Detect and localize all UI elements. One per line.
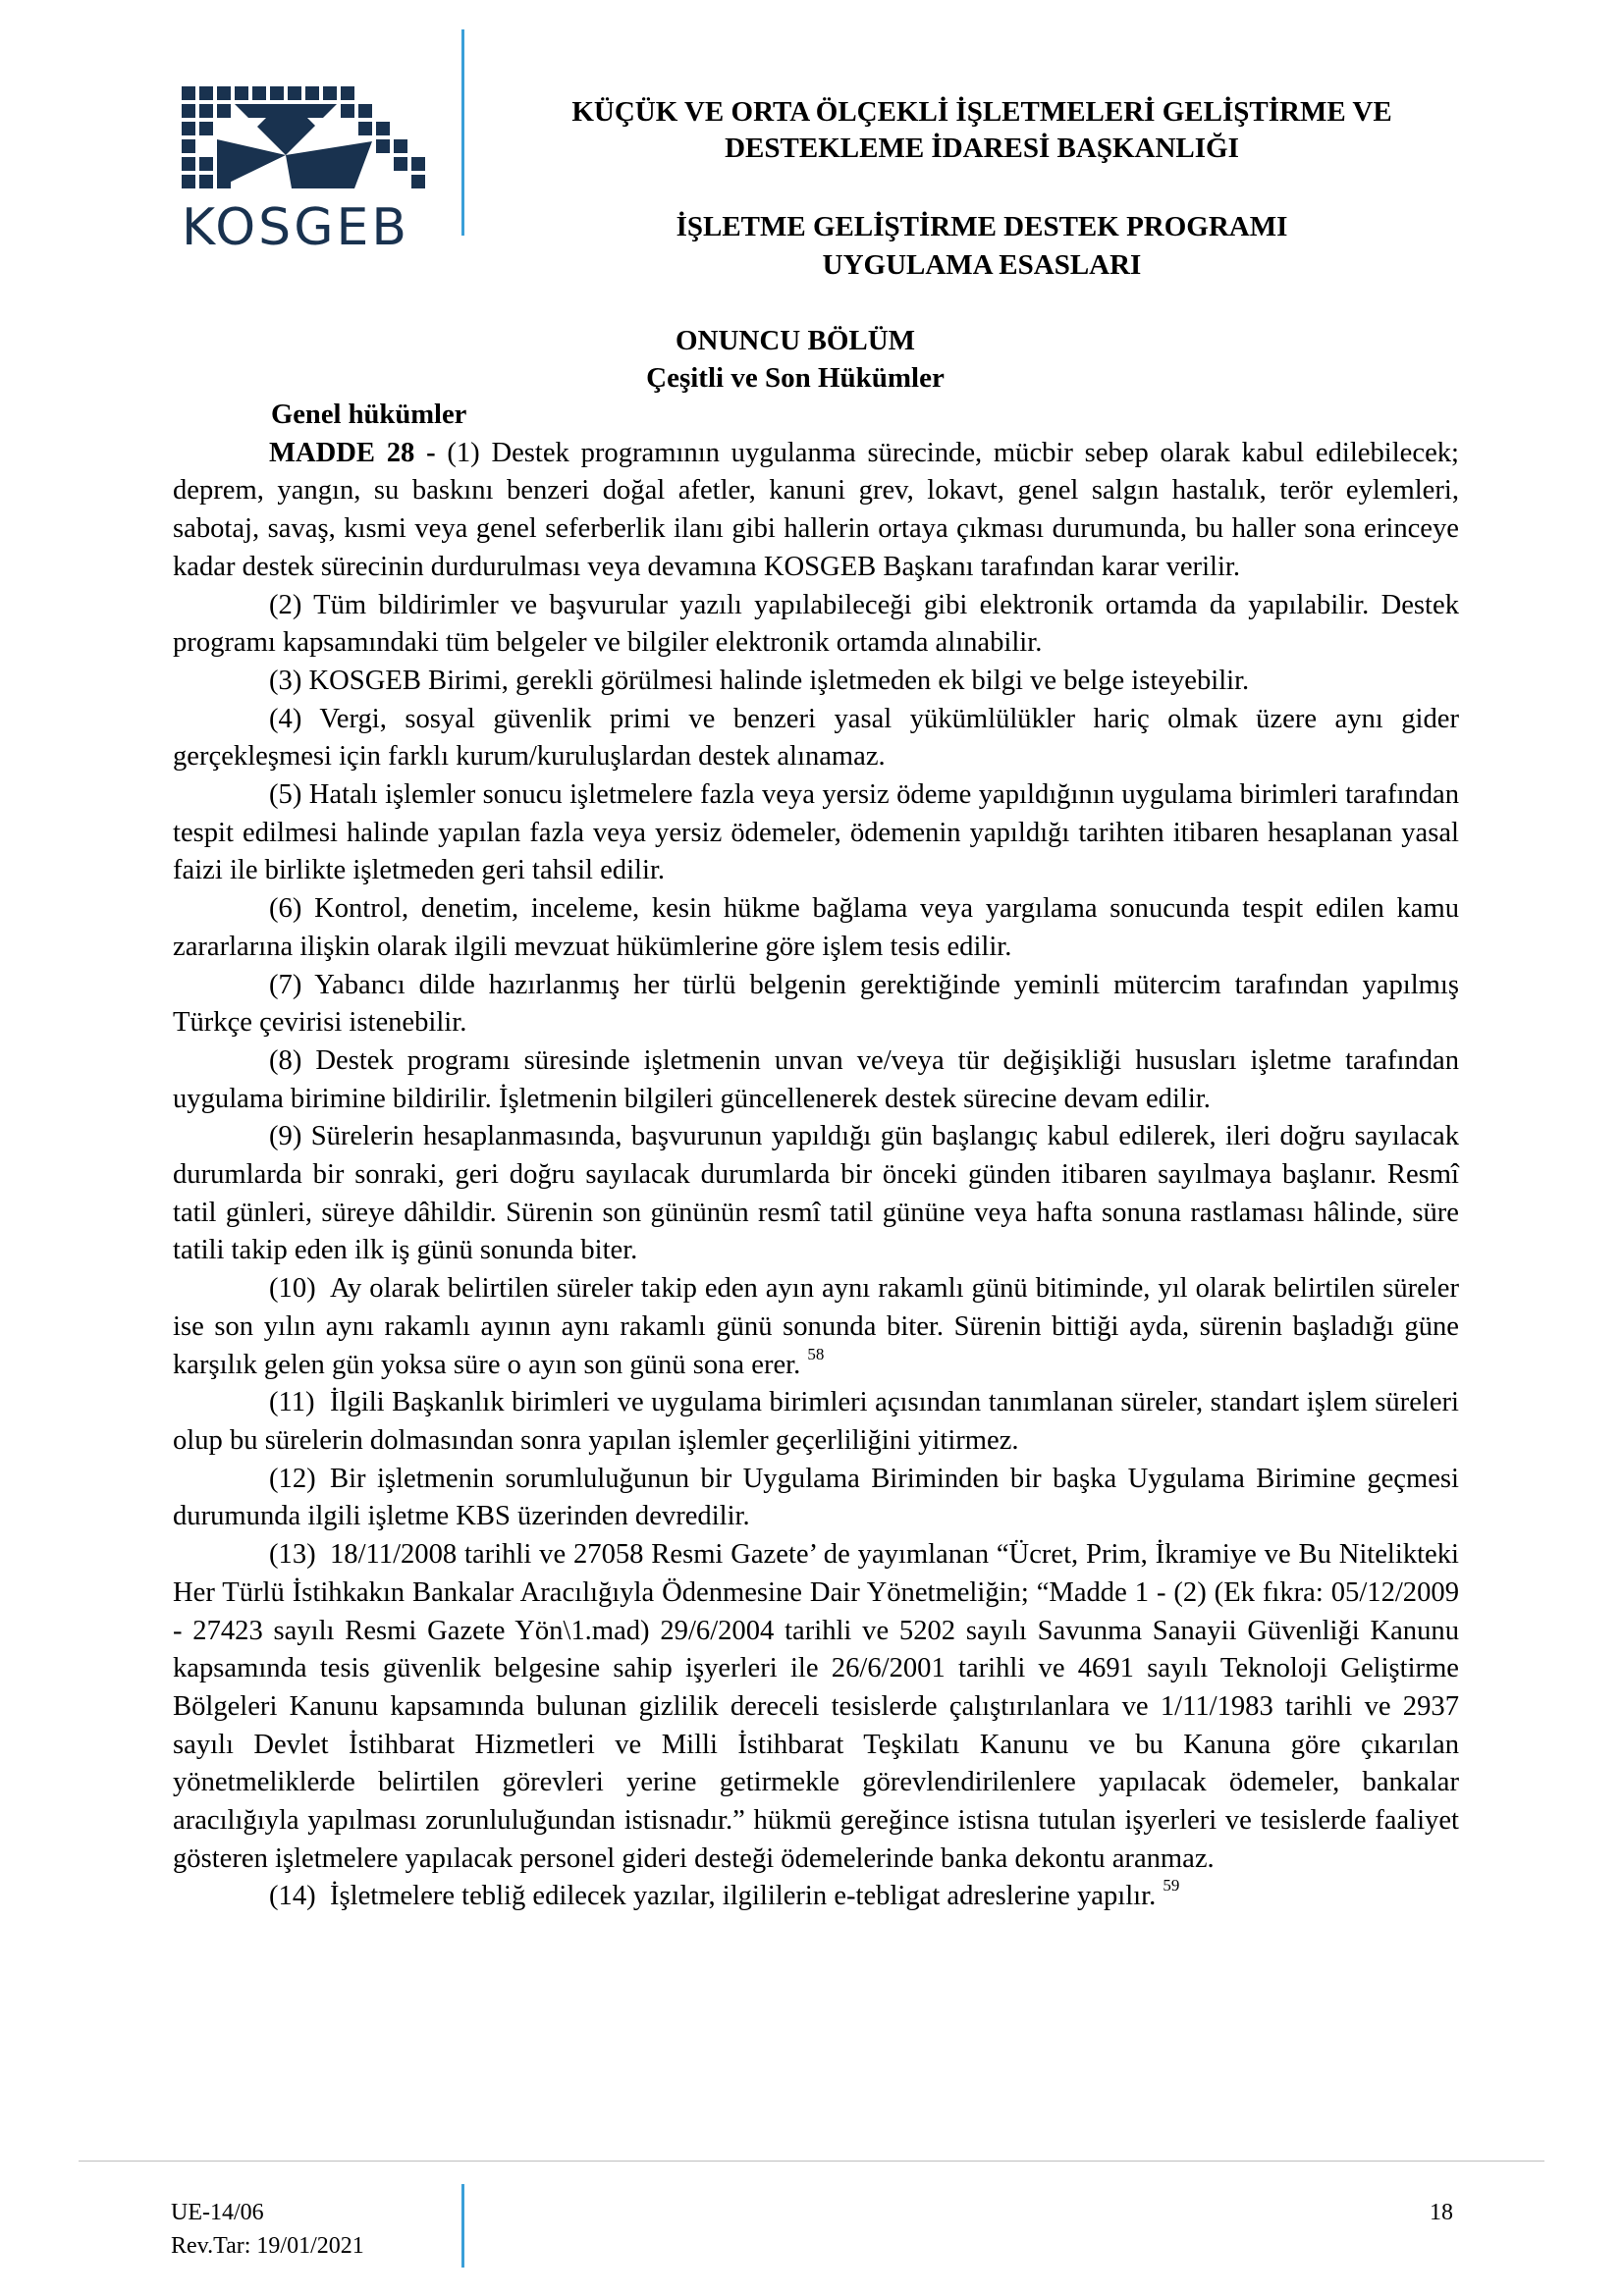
paragraph-text: Bir işletmenin sorumluluğunun bir Uygulama Biriminden bir başka Uygulama Birimine geçmesi durumunda ilgili işletme KBS üzerinden devredilir. bbox=[173, 1463, 1459, 1532]
document-body bbox=[173, 397, 1459, 1916]
kosgeb-logo-mark bbox=[182, 86, 437, 199]
paragraph-number: (11) bbox=[269, 1387, 315, 1418]
paragraph-text: Kontrol, denetim, inceleme, kesin hükme bağlama veya yargılama sonucunda tespit edilen kamu zararlarına ilişkin olarak ilgili mevzuat hükümlerine göre işlem tesis edilir. bbox=[173, 893, 1459, 962]
paragraph-text: Yabancı dilde hazırlanmış her türlü belgenin gerektiğinde yeminli mütercim tarafından yapılmış Türkçe çevirisi istenebilir. bbox=[173, 969, 1459, 1039]
program-title-line-2: UYGULAMA ESASLARI bbox=[822, 249, 1142, 281]
paragraph-13 bbox=[173, 1536, 1459, 1878]
organization-title bbox=[471, 94, 1492, 167]
paragraph-text: Tüm bildirimler ve başvurular yazılı yapılabileceği gibi elektronik ortamda da yapılabilir. Destek programı kapsamındaki tüm belgeler ve bilgiler elektronik ortamda alınabilir. bbox=[173, 589, 1459, 659]
chapter-title: Çeşitli ve Son Hükümler bbox=[646, 362, 945, 394]
logo-wordmark: KOSGEB bbox=[182, 198, 410, 257]
document-code: UE-14/06 bbox=[171, 2200, 264, 2225]
section-heading: Genel hükümler bbox=[271, 400, 467, 430]
paragraph-number: (2) bbox=[269, 589, 302, 620]
paragraph-3 bbox=[173, 663, 1459, 701]
paragraph-text: İlgili Başkanlık birimleri ve uygulama birimleri açısından tanımlanan süreler, standart işlem süreleri olup bu sürelerin dolmasından sonra yapılan işlemler geçerliliğini yitirmez. bbox=[173, 1387, 1459, 1456]
paragraph-number: (7) bbox=[269, 969, 302, 1000]
header-divider bbox=[461, 29, 464, 236]
paragraph-text: Hatalı işlemler sonucu işletmelere fazla veya yersiz ödeme yapıldığının uygulama birimleri tarafından tespit edilmesi halinde yapılan fazla veya yersiz ödemeler, ödemenin yapıldığı tarihten itibaren hesaplanan yasal faizi ile birlikte işletmeden geri tahsil edilir. bbox=[173, 779, 1459, 886]
paragraph-text: 18/11/2008 tarihli ve 27058 Resmi Gazete’ de yayımlanan “Ücret, Prim, İkramiye ve Bu Nitelikteki Her Türlü İstihkakın Bankalar Aracılığıyla Ödenmesine Dair Yönetmeliğin; “Madde 1 - (2) (Ek fıkra: 05/12/2009 - 27423 sayılı Resmi Gazete Yön\1.mad) 29/6/2004 tarihli ve 5202 sayılı Savunma Sanayii Güvenliği Kanunu kapsamında tesis güvenlik belgesine sahip işyerleri ile 26/6/2001 tarihli ve 4691 sayılı Teknoloji Geliştirme Bölgeleri Kanunu kapsamında bulunan gizlilik dereceli tesislerde çalıştırılanlara ve 1/11/1983 tarihli ve 2937 sayılı Devlet İstihbarat Hizmetleri ve Milli İstihbarat Teşkilatı Kanunu ve bu Kanuna göre çıkarılan yönetmeliklerde belirtilen görevleri yerine getirmekle görevlendirilenlere yapılacak ödemeler, bankalar aracılığıyla yapılması zorunluluğundan istisnadır.” hükmü gereğince istisna tutulan işyerleri ve tesislerde faaliyet gösteren işletmelere yapılacak personel gideri desteği ödemelerinde banka dekontu aranmaz. bbox=[173, 1539, 1459, 1874]
paragraph-2 bbox=[173, 587, 1459, 663]
footer-rule bbox=[79, 2161, 1544, 2162]
paragraph-12 bbox=[173, 1461, 1459, 1536]
paragraph-text: Ay olarak belirtilen süreler takip eden ayın aynı rakamlı günü bitiminde, yıl olarak belirtilen süreler ise son yılın aynı rakamlı ayının aynı rakamlı günü sonunda biter. Sürenin bittiği ayda, sürenin başladığı güne karşılık gelen gün yoksa süre o ayın son günü sona erer. bbox=[173, 1273, 1459, 1380]
paragraph-number: (9) bbox=[269, 1121, 302, 1152]
paragraph-number: (3) bbox=[269, 665, 302, 696]
article-label: MADDE 28 - bbox=[269, 437, 436, 468]
paragraph-1 bbox=[173, 435, 1459, 587]
chapter-number: ONUNCU BÖLÜM bbox=[675, 325, 916, 356]
paragraph-text: Sürelerin hesaplanmasında, başvurunun yapıldığı gün başlangıç kabul edilerek, ileri doğru sayılacak durumlarda bir sonraki, geri doğru sayılacak durumlarda bir önceki günden itibaren sayılmaya başlanır. Resmî tatil günleri, süreye dâhildir. Sürenin son gününün resmî tatil gününe veya hafta sonuna rastlaması hâlinde, süre tatili takip eden ilk iş günü sonunda biter. bbox=[173, 1121, 1459, 1266]
paragraph-number: (13) bbox=[269, 1539, 316, 1571]
paragraph-number: (5) bbox=[269, 779, 302, 811]
paragraph-4 bbox=[173, 701, 1459, 776]
paragraph-number: (12) bbox=[269, 1463, 316, 1494]
kosgeb-logo bbox=[182, 86, 437, 257]
paragraph-number: (6) bbox=[269, 893, 302, 925]
paragraph-text: Destek programı süresinde işletmenin unvan ve/veya tür değişikliği hususları işletme tarafından uygulama birimine bildirilir. İşletmenin bilgileri güncellenerek destek sürecine devam edilir. bbox=[173, 1044, 1459, 1114]
organization-title-line-1: KÜÇÜK VE ORTA ÖLÇEKLİ İŞLETMELERİ GELİŞTİRME VE bbox=[571, 96, 1392, 128]
paragraph-10 bbox=[173, 1270, 1459, 1384]
organization-title-line-2: DESTEKLEME İDARESİ BAŞKANLIĞI bbox=[725, 133, 1239, 164]
paragraph-number: (10) bbox=[269, 1273, 316, 1305]
paragraph-text: İşletmelere tebliğ edilecek yazılar, ilgililerin e-tebligat adreslerine yapılır. bbox=[330, 1881, 1157, 1912]
chapter-heading bbox=[373, 322, 1217, 397]
footnote-marker: 59 bbox=[1163, 1876, 1180, 1896]
footnote-marker: 58 bbox=[807, 1344, 825, 1363]
paragraph-text: KOSGEB Birimi, gerekli görülmesi halinde işletmeden ek bilgi ve belge isteyebilir. bbox=[308, 665, 1250, 696]
paragraph-8 bbox=[173, 1042, 1459, 1118]
paragraph-number: (14) bbox=[269, 1881, 316, 1912]
paragraph-9 bbox=[173, 1118, 1459, 1270]
paragraph-text: Vergi, sosyal güvenlik primi ve benzeri yasal yükümlülükler hariç olmak üzere aynı gider gerçekleşmesi için farklı kurum/kuruluşlardan destek alınamaz. bbox=[173, 703, 1459, 773]
program-title bbox=[471, 208, 1492, 285]
paragraph-11 bbox=[173, 1384, 1459, 1460]
page-number: 18 bbox=[1430, 2200, 1453, 2225]
paragraph-5 bbox=[173, 776, 1459, 890]
paragraph-14 bbox=[173, 1878, 1459, 1916]
paragraph-number: (4) bbox=[269, 703, 302, 734]
paragraph-7 bbox=[173, 967, 1459, 1042]
footer-document-info bbox=[171, 2196, 364, 2263]
paragraph-number: (8) bbox=[269, 1044, 302, 1076]
footer-divider bbox=[461, 2184, 464, 2268]
paragraph-number: (1) bbox=[447, 437, 480, 468]
revision-date: Rev.Tar: 19/01/2021 bbox=[171, 2233, 364, 2259]
paragraph-text: Destek programının uygulanma sürecinde, mücbir sebep olarak kabul edilebilecek; deprem, yangın, su baskını benzeri doğal afetler, kanuni grev, lokavt, genel salgın hastalık, terör eylemleri, sabotaj, savaş, kısmi veya genel seferberlik ilanı gibi hallerin ortaya çıkması durumunda, bu haller sona erinceye kadar destek sürecinin durdurulması veya devamına KOSGEB Başkanı tarafından karar verilir. bbox=[173, 437, 1460, 582]
program-title-line-1: İŞLETME GELİŞTİRME DESTEK PROGRAMI bbox=[676, 211, 1288, 242]
paragraph-6 bbox=[173, 890, 1459, 966]
